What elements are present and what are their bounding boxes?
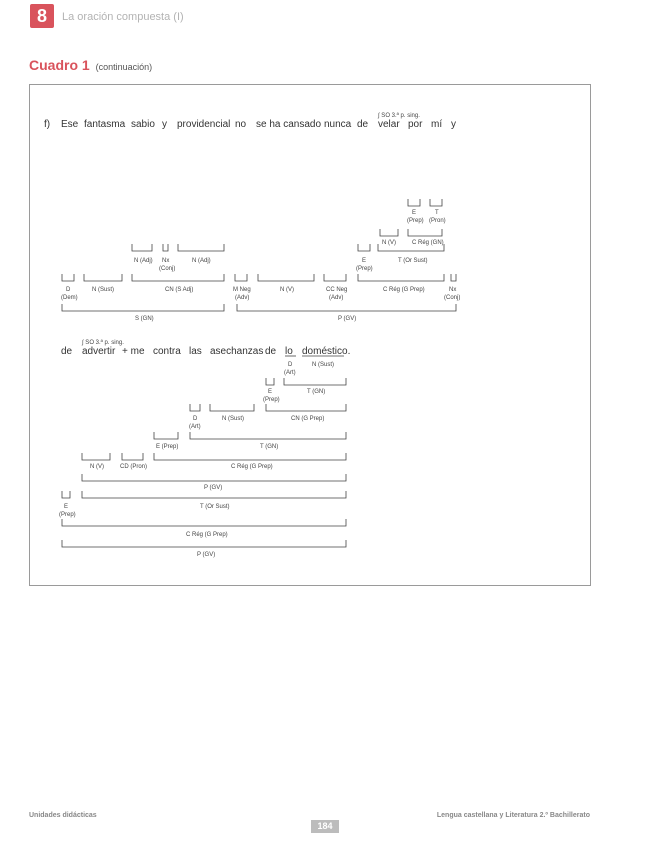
bracket <box>266 378 274 385</box>
bracket <box>237 304 456 311</box>
label: P (GV) <box>204 485 223 491</box>
label: (Dem) <box>61 295 78 301</box>
label: (Prep) <box>407 218 424 224</box>
page-number: 184 <box>311 820 339 833</box>
footer-right: Lengua castellana y Literatura 2.º Bachillerato <box>436 812 590 819</box>
bracket <box>190 404 200 411</box>
label: (Pron) <box>429 218 446 224</box>
label: P (GV) <box>197 552 216 558</box>
bracket <box>324 274 346 281</box>
label: C Rég (G Prep) <box>231 464 273 470</box>
bracket <box>358 244 370 251</box>
label: (Art) <box>189 424 201 430</box>
bracket <box>82 474 346 481</box>
word: Ese <box>61 119 79 130</box>
sentence-label: f) <box>44 119 51 130</box>
label: C Rég (G Prep) <box>383 287 425 293</box>
label: T (Or Sust) <box>398 258 428 264</box>
label: S (GN) <box>135 316 154 322</box>
word: velar <box>378 119 400 130</box>
label: (Conj) <box>444 295 461 301</box>
word: por <box>408 119 423 130</box>
word: doméstico. <box>302 346 351 357</box>
word: y <box>451 119 456 130</box>
bracket <box>358 274 444 281</box>
label: CC Neg <box>326 287 348 293</box>
word: nunca <box>324 119 352 130</box>
subject-note: ∫ SO 3.ª p. sing. <box>378 113 420 119</box>
label: N (Sust) <box>312 362 335 368</box>
word: contra <box>153 346 181 357</box>
label: N (Adj) <box>134 258 153 264</box>
label: CD (Pron) <box>120 464 148 470</box>
label: N (Sust) <box>92 287 115 293</box>
label: C Rég (GN) <box>412 240 444 246</box>
word: se ha cansado <box>256 119 322 130</box>
label: (Adv) <box>235 295 250 301</box>
label: (Prep) <box>59 512 76 518</box>
label: D <box>288 362 293 368</box>
label: Nx <box>449 287 457 293</box>
bracket <box>62 540 346 547</box>
bracket <box>266 404 346 411</box>
word: no <box>235 119 247 130</box>
bracket <box>154 432 178 439</box>
word: asechanzas <box>210 346 264 357</box>
bracket <box>62 491 70 498</box>
label: M Neg <box>233 287 251 293</box>
label: N (V) <box>90 464 104 470</box>
bracket <box>380 229 398 236</box>
bracket <box>284 378 346 385</box>
bracket <box>62 519 346 526</box>
bracket <box>408 229 442 236</box>
label: P (GV) <box>338 316 357 322</box>
word: de <box>265 346 277 357</box>
word: sabio <box>131 119 155 130</box>
bracket <box>122 453 143 460</box>
bracket <box>235 274 247 281</box>
bracket <box>82 491 346 498</box>
bracket <box>62 304 224 311</box>
label: Nx <box>162 258 170 264</box>
bracket <box>258 274 314 281</box>
word: y <box>162 119 167 130</box>
word: + me <box>122 346 145 357</box>
word: mí <box>431 119 443 130</box>
bracket <box>430 199 442 206</box>
label: C Rég (G Prep) <box>186 532 228 538</box>
label: E <box>268 389 273 395</box>
bracket <box>408 199 420 206</box>
word: de <box>357 119 369 130</box>
chapter-title: La oración compuesta (I) <box>62 11 184 23</box>
word: de <box>61 346 73 357</box>
label: T <box>435 210 439 216</box>
bracket <box>210 404 254 411</box>
label: (Art) <box>284 370 296 376</box>
label: D <box>193 416 198 422</box>
label: (Adv) <box>329 295 344 301</box>
footer-left: Unidades didácticas <box>29 812 97 819</box>
label: N (V) <box>280 287 294 293</box>
label: N (Adj) <box>192 258 211 264</box>
word: fantasma <box>84 119 126 130</box>
label: E <box>412 210 417 216</box>
label: N (V) <box>382 240 396 246</box>
bracket <box>62 274 74 281</box>
label: T (GN) <box>307 389 326 395</box>
label: (Conj) <box>159 266 176 272</box>
label: D <box>66 287 71 293</box>
bracket <box>190 432 346 439</box>
chapter-number-badge: 8 <box>30 4 54 28</box>
word: advertir <box>82 346 116 357</box>
label: E (Prep) <box>156 444 179 450</box>
label: CN (G Prep) <box>291 416 325 422</box>
bracket <box>132 244 152 251</box>
word: providencial <box>177 119 231 130</box>
label: CN (S Adj) <box>165 287 194 293</box>
bracket <box>154 453 346 460</box>
label: (Prep) <box>263 397 280 403</box>
label: N (Sust) <box>222 416 245 422</box>
label: E <box>362 258 367 264</box>
label: E <box>64 504 69 510</box>
bracket <box>178 244 224 251</box>
section-title-text: Cuadro 1 <box>29 57 90 73</box>
bracket <box>84 274 122 281</box>
label: T (Or Sust) <box>200 504 230 510</box>
word: las <box>189 346 202 357</box>
label: (Prep) <box>356 266 373 272</box>
word: lo <box>285 346 293 357</box>
section-subtitle: (continuación) <box>95 62 153 72</box>
bracket <box>82 453 110 460</box>
label: T (GN) <box>260 444 279 450</box>
bracket <box>163 244 168 251</box>
subject-note-2: ∫ SO 3.ª p. sing. <box>82 340 124 346</box>
bracket <box>451 274 456 281</box>
bracket <box>132 274 224 281</box>
